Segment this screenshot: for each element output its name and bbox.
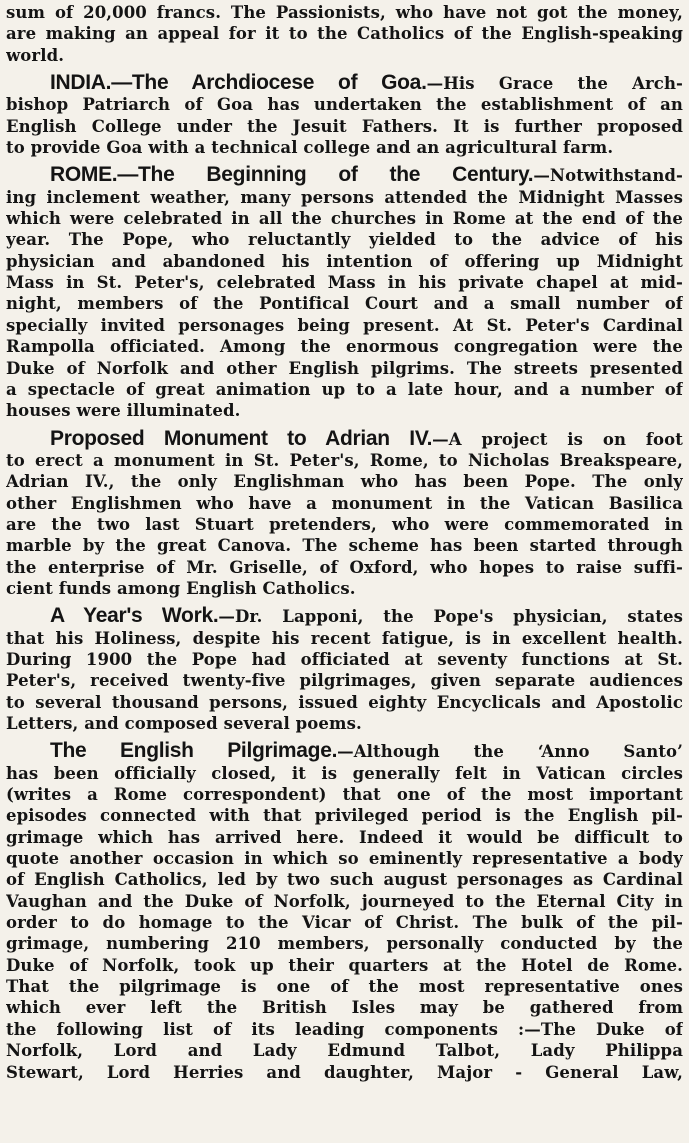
text-line: houses were illuminated. — [6, 401, 241, 421]
text-line: Rampolla officiated. Among the enormous congregation were the — [6, 337, 683, 357]
section-first-line — [6, 72, 683, 94]
text-line: (writes a Rome correspondent) that one of the most important — [6, 785, 683, 805]
text-line: to provide Goa with a technical college and an agricultural farm. — [6, 138, 614, 158]
text-line: physician and abandoned his intention of offering up Midnight — [6, 251, 683, 271]
text-line: Stewart, Lord Herries and daughter, Major - General Law, — [6, 1062, 683, 1082]
section-lead-text: —Although the ‘Anno Santo’ — [337, 742, 683, 762]
text-line: That the pilgrimage is one of the most representative ones — [6, 977, 683, 997]
section-first-line — [6, 164, 683, 186]
section-english-pilgrimage — [6, 740, 683, 1083]
text-line: Vaughan and the Duke of Norfolk, journeyed to the Eternal City in — [6, 891, 683, 911]
text-line: of English Catholics, led by two such august personages as Cardinal — [6, 870, 683, 890]
text-line: grimage, numbering 210 members, personally conducted by the — [6, 934, 683, 954]
text-line: Duke of Norfolk, took up their quarters at the Hotel de Rome. — [6, 955, 683, 975]
section-rome — [6, 164, 683, 421]
section-first-line — [6, 605, 683, 627]
text-line: During 1900 the Pope had officiated at seventy functions at St. — [6, 649, 683, 669]
text-line: marble by the great Canova. The scheme has been started through — [6, 536, 683, 556]
section-adrian-monument — [6, 428, 683, 600]
text-line: to erect a monument in St. Peter's, Rome, to Nicholas Breakspeare, — [6, 450, 683, 470]
text-line: to several thousand persons, issued eighty Encyclicals and Apostolic — [6, 692, 683, 712]
text-line: has been officially closed, it is generally felt in Vatican circles — [6, 763, 683, 783]
text-line: the enterprise of Mr. Griselle, of Oxford, who hopes to raise suffi- — [6, 557, 683, 577]
text-line: cient funds among English Catholics. — [6, 578, 356, 598]
text-line: episodes connected with that privileged period is the English pil- — [6, 806, 683, 826]
text-line: Norfolk, Lord and Lady Edmund Talbot, Lady Philippa — [6, 1041, 683, 1061]
text-line: quote another occasion in which so eminently representative a body — [6, 849, 683, 869]
section-heading: The English Pilgrimage. — [50, 740, 338, 763]
section-lead-text: —His Grace the Arch- — [426, 74, 683, 94]
section-first-line — [6, 428, 683, 450]
section-lead-text: —Notwithstand- — [533, 166, 683, 186]
text-line: grimage which has arrived here. Indeed it would be difficult to — [6, 827, 683, 847]
text-line: ing inclement weather, many persons attended the Midnight Masses — [6, 187, 683, 207]
section-india — [6, 72, 683, 158]
text-line: sum of 20,000 francs. The Passionists, who have not got the money, — [6, 3, 683, 22]
text-line: which were celebrated in all the churches in Rome at the end of the — [6, 209, 683, 229]
text-line: bishop Patriarch of Goa has undertaken the establishment of an — [6, 95, 683, 115]
text-line: Letters, and composed several poems. — [6, 714, 362, 733]
text-line: Duke of Norfolk and other English pilgrims. The streets presented — [6, 358, 683, 378]
text-line: a spectacle of great animation up to a late hour, and a number of — [6, 379, 683, 399]
section-heading: A Year's Work. — [50, 605, 219, 628]
text-line: night, members of the Pontifical Court and a small number of — [6, 294, 683, 314]
text-line: world. — [6, 45, 65, 65]
intro-paragraph — [6, 2, 683, 66]
section-heading: INDIA.—The Archdiocese of Goa. — [50, 72, 427, 95]
text-line: that his Holiness, despite his recent fatigue, is in excellent health. — [6, 628, 683, 648]
text-line: are making an appeal for it to the Catholics of the English-speaking — [6, 24, 683, 44]
text-line: the following list of its leading components :—The Duke of — [6, 1019, 683, 1039]
text-line: which ever left the British Isles may be gathered from — [6, 998, 683, 1018]
text-line: year. The Pope, who reluctantly yielded to the advice of his — [6, 230, 683, 250]
section-years-work — [6, 605, 683, 734]
section-lead-text: —A project is on foot — [432, 429, 683, 449]
text-line: are the two last Stuart pretenders, who were commemorated in — [6, 514, 683, 534]
text-line: order to do homage to the Vicar of Christ. The bulk of the pil- — [6, 913, 683, 933]
section-lead-text: —Dr. Lapponi, the Pope's physician, states — [218, 607, 683, 627]
text-line: Mass in St. Peter's, celebrated Mass in his private chapel at mid- — [6, 273, 683, 293]
section-first-line — [6, 740, 683, 762]
text-line: other Englishmen who have a monument in the Vatican Basilica — [6, 493, 683, 513]
section-heading: ROME.—The Beginning of the Century. — [50, 164, 534, 187]
section-heading: Proposed Monument to Adrian IV. — [50, 427, 433, 450]
text-line: specially invited personages being present. At St. Peter's Cardinal — [6, 315, 683, 335]
text-line: Adrian IV., the only Englishman who has been Pope. The only — [6, 472, 683, 492]
text-line: English College under the Jesuit Fathers. It is further proposed — [6, 116, 683, 136]
text-line: Peter's, received twenty-five pilgrimages, given separate audiences — [6, 671, 683, 691]
